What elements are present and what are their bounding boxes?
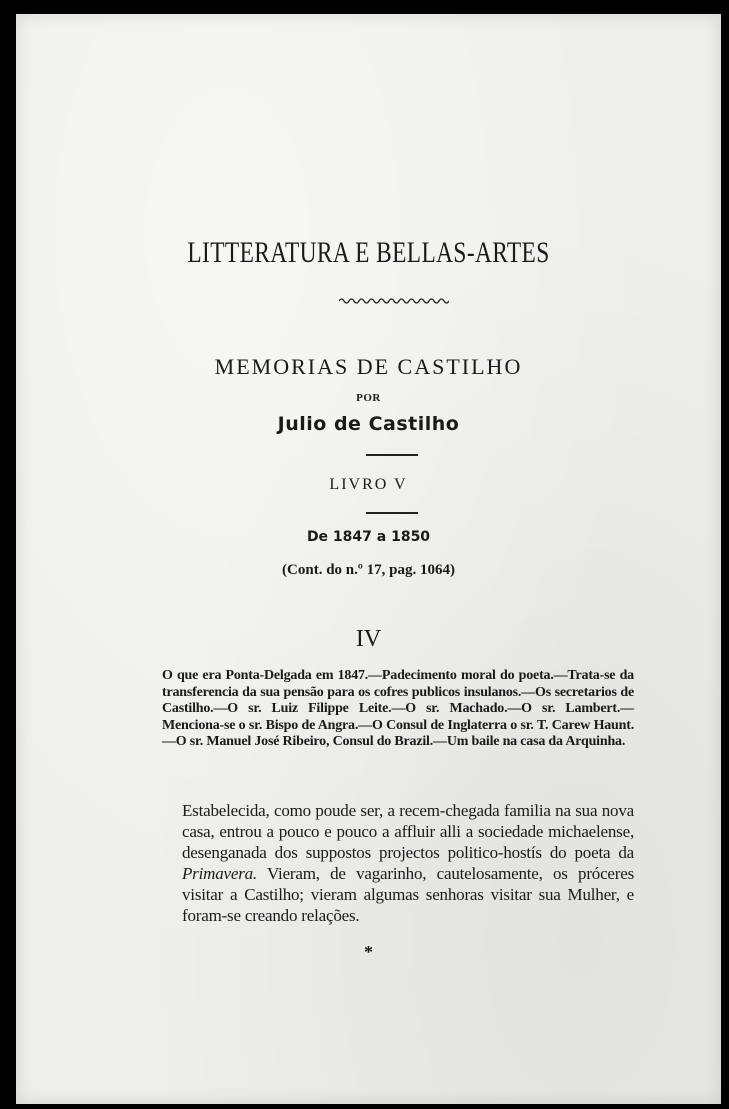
body-text-italic: Primavera. bbox=[182, 864, 257, 883]
asterisk-ornament: * bbox=[364, 942, 373, 962]
wavy-rule-ornament bbox=[339, 296, 449, 304]
author-name: Julio de Castilho bbox=[277, 413, 460, 435]
book-number: LIVRO V bbox=[329, 476, 408, 493]
body-paragraph bbox=[182, 800, 634, 926]
chapter-summary: O que era Ponta-Delgada em 1847.—Padecimento moral do poeta.—Trata-se da transferencia da sua pensão para os cofres publicos insulanos.—Os secretarios de Castilho.—O sr. Luiz Filippe Leite.—O sr. Machado.—O sr. Lambert.—Menciona-se o sr. Bispo de Angra.—O Consul de Inglaterra o sr. T. Carew Haunt.—O sr. Manuel José Ribeiro, Consul do Brazil.—Um baile na casa da Arquinha. bbox=[162, 668, 634, 749]
body-text-part: Vieram, de vagarinho, cautelosamente, os próceres visitar a Castilho; vieram algumas senhoras visitar sua Mulher, e foram-se creando relações. bbox=[182, 864, 634, 925]
section-title: LITTERATURA E BELLAS-ARTES bbox=[187, 236, 550, 269]
series-title: MEMORIAS DE CASTILHO bbox=[214, 354, 523, 379]
date-range: De 1847 a 1850 bbox=[306, 529, 431, 545]
body-text-part: Estabelecida, como poude ser, a recem-chegada familia na sua nova casa, entrou a pouco e pouco a affluir alli a sociedade michaelense, desenganada dos suppostos projectos politico-hostís do poeta da bbox=[182, 801, 634, 862]
divider-rule bbox=[366, 512, 418, 514]
divider-rule bbox=[366, 454, 418, 456]
chapter-number: IV bbox=[355, 626, 382, 652]
page-sheet bbox=[16, 14, 721, 1104]
by-label: POR bbox=[356, 392, 381, 404]
continuation-note: (Cont. do n.º 17, pag. 1064) bbox=[282, 562, 455, 578]
